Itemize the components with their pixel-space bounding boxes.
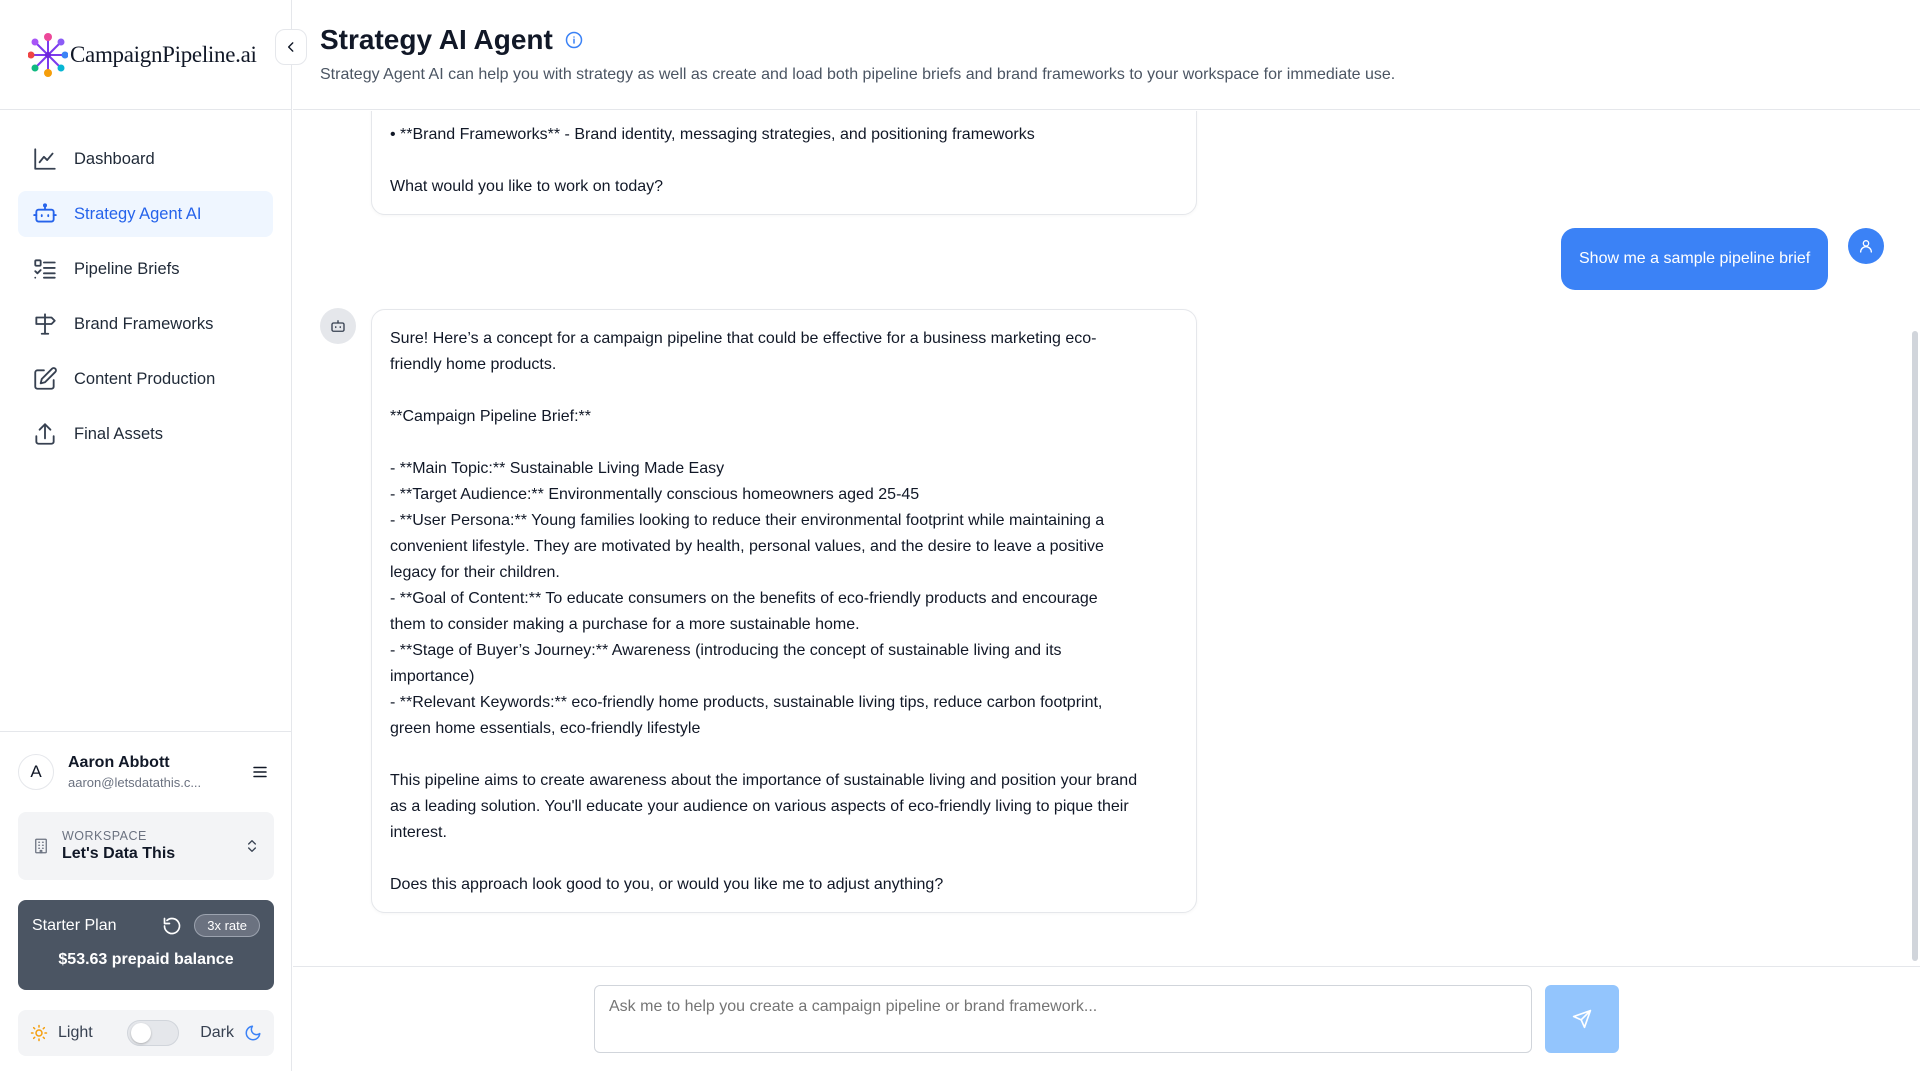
message-line: as a leading solution. You'll educate your audience on various aspects of eco-friendly living to pique their xyxy=(390,798,1129,815)
refresh-icon xyxy=(162,916,182,936)
message-line xyxy=(390,378,1178,404)
sidebar-item-label: Pipeline Briefs xyxy=(74,259,180,278)
plan-card xyxy=(18,900,274,990)
theme-toggle[interactable] xyxy=(127,1020,179,1046)
message-line: - **User Persona:** Young families looking to reduce their environmental footprint while maintaining a xyxy=(390,512,1105,529)
moon-icon xyxy=(244,1024,262,1042)
brand-name: CampaignPipeline.ai xyxy=(70,41,257,67)
message-line: What would you like to work on today? xyxy=(390,178,664,195)
message-line: green home essentials, eco-friendly lifestyle xyxy=(390,720,701,737)
workspace-label: WORKSPACE xyxy=(62,829,147,843)
message-line xyxy=(390,430,1178,456)
chat-input[interactable] xyxy=(594,985,1532,1053)
light-label: Light xyxy=(58,1024,93,1041)
sidebar-item-label: Strategy Agent AI xyxy=(74,204,202,223)
sidebar-item-final-assets[interactable] xyxy=(18,411,273,457)
plan-name: Starter Plan xyxy=(32,916,117,934)
user-menu-button[interactable] xyxy=(246,758,274,786)
collapse-sidebar-button[interactable] xyxy=(275,29,307,65)
sidebar-item-strategy-agent[interactable] xyxy=(18,191,273,237)
send-icon xyxy=(1572,1009,1592,1029)
hamburger-menu-icon xyxy=(251,763,269,781)
toggle-knob xyxy=(131,1023,151,1043)
message-line: them to consider making a purchase for a more sustainable home. xyxy=(390,616,860,633)
message-line: Does this approach look good to you, or would you like me to adjust anything? xyxy=(390,876,944,893)
chat-scrollbar[interactable] xyxy=(1912,331,1918,961)
theme-switcher xyxy=(18,1010,274,1056)
sidebar-footer xyxy=(0,731,292,1056)
sidebar xyxy=(0,0,292,1071)
user-email: aaron@letsdatathis.c... xyxy=(68,775,202,790)
chevron-left-icon xyxy=(284,40,298,54)
message-line: - **Target Audience:** Environmentally conscious homeowners aged 25-45 xyxy=(390,486,920,503)
edit-icon xyxy=(32,366,58,392)
upload-icon xyxy=(32,421,58,447)
message-line xyxy=(390,846,1178,872)
send-button[interactable] xyxy=(1545,985,1619,1053)
message-line xyxy=(390,742,1178,768)
message-line: This pipeline aims to create awareness about the importance of sustainable living and position your brand xyxy=(390,772,1138,789)
sidebar-item-label: Dashboard xyxy=(74,149,155,168)
list-check-icon xyxy=(32,256,58,282)
logo-icon xyxy=(28,29,68,81)
user-avatar xyxy=(1848,228,1884,264)
chevron-up-down-icon xyxy=(244,836,260,856)
assistant-message xyxy=(371,111,1197,215)
message-line: - **Stage of Buyer’s Journey:** Awareness (introducing the concept of sustainable living and its xyxy=(390,642,1062,659)
sidebar-item-label: Content Production xyxy=(74,369,216,388)
assistant-message xyxy=(371,309,1197,913)
sidebar-item-label: Final Assets xyxy=(74,424,163,443)
message-line xyxy=(390,148,1178,174)
user-message xyxy=(1561,228,1828,290)
page-header xyxy=(293,0,1920,110)
sun-icon xyxy=(30,1024,48,1042)
sidebar-item-label: Brand Frameworks xyxy=(74,314,214,333)
chat-composer xyxy=(293,966,1920,1071)
sidebar-item-pipeline-briefs[interactable] xyxy=(18,246,273,292)
message-line: convenient lifestyle. They are motivated by health, personal values, and the desire to leave a positive xyxy=(390,538,1104,555)
user-icon xyxy=(1858,238,1874,254)
robot-icon xyxy=(32,201,58,227)
signpost-icon xyxy=(32,311,58,337)
sidebar-nav xyxy=(0,110,291,457)
message-line: interest. xyxy=(390,824,447,841)
message-line: **Campaign Pipeline Brief:** xyxy=(390,408,591,425)
message-line: - **Relevant Keywords:** eco-friendly home products, sustainable living tips, reduce carbon footprint, xyxy=(390,694,1103,711)
message-line: friendly home products. xyxy=(390,356,557,373)
chat-thread xyxy=(293,111,1920,966)
info-icon xyxy=(565,31,583,49)
message-line: - **Goal of Content:** To educate consumers on the benefits of eco-friendly products and encourage xyxy=(390,590,1098,607)
dark-label: Dark xyxy=(200,1024,234,1041)
workspace-name: Let's Data This xyxy=(62,845,176,862)
page-title: Strategy AI Agent xyxy=(320,24,553,55)
building-icon xyxy=(32,836,50,856)
page-subtitle: Strategy Agent AI can help you with strategy as well as create and load both pipeline briefs and brand frameworks to your workspace for immediate use. xyxy=(320,66,1396,83)
rate-badge: 3x rate xyxy=(194,914,260,937)
assistant-avatar xyxy=(320,308,356,344)
message-line: • **Brand Frameworks** - Brand identity, messaging strategies, and positioning frameworks xyxy=(390,126,1035,143)
sidebar-item-brand-frameworks[interactable] xyxy=(18,301,273,347)
sidebar-item-dashboard[interactable] xyxy=(18,136,273,182)
sidebar-item-content-production[interactable] xyxy=(18,356,273,402)
avatar[interactable]: A xyxy=(18,754,54,790)
message-line: legacy for their children. xyxy=(390,564,560,581)
user-message-text: Show me a sample pipeline brief xyxy=(1579,250,1811,267)
chart-line-icon xyxy=(32,146,58,172)
robot-icon xyxy=(329,317,347,335)
prepaid-balance: $53.63 prepaid balance xyxy=(58,951,234,968)
info-button[interactable] xyxy=(565,31,583,49)
refresh-balance-button[interactable] xyxy=(162,916,182,936)
user-name: Aaron Abbott xyxy=(68,754,170,771)
message-line: importance) xyxy=(390,668,475,685)
logo[interactable] xyxy=(0,0,291,110)
user-profile xyxy=(18,732,274,812)
message-line: Sure! Here’s a concept for a campaign pipeline that could be effective for a business marketing eco- xyxy=(390,330,1097,347)
workspace-selector[interactable] xyxy=(18,812,274,880)
message-line: - **Main Topic:** Sustainable Living Made Easy xyxy=(390,460,725,477)
